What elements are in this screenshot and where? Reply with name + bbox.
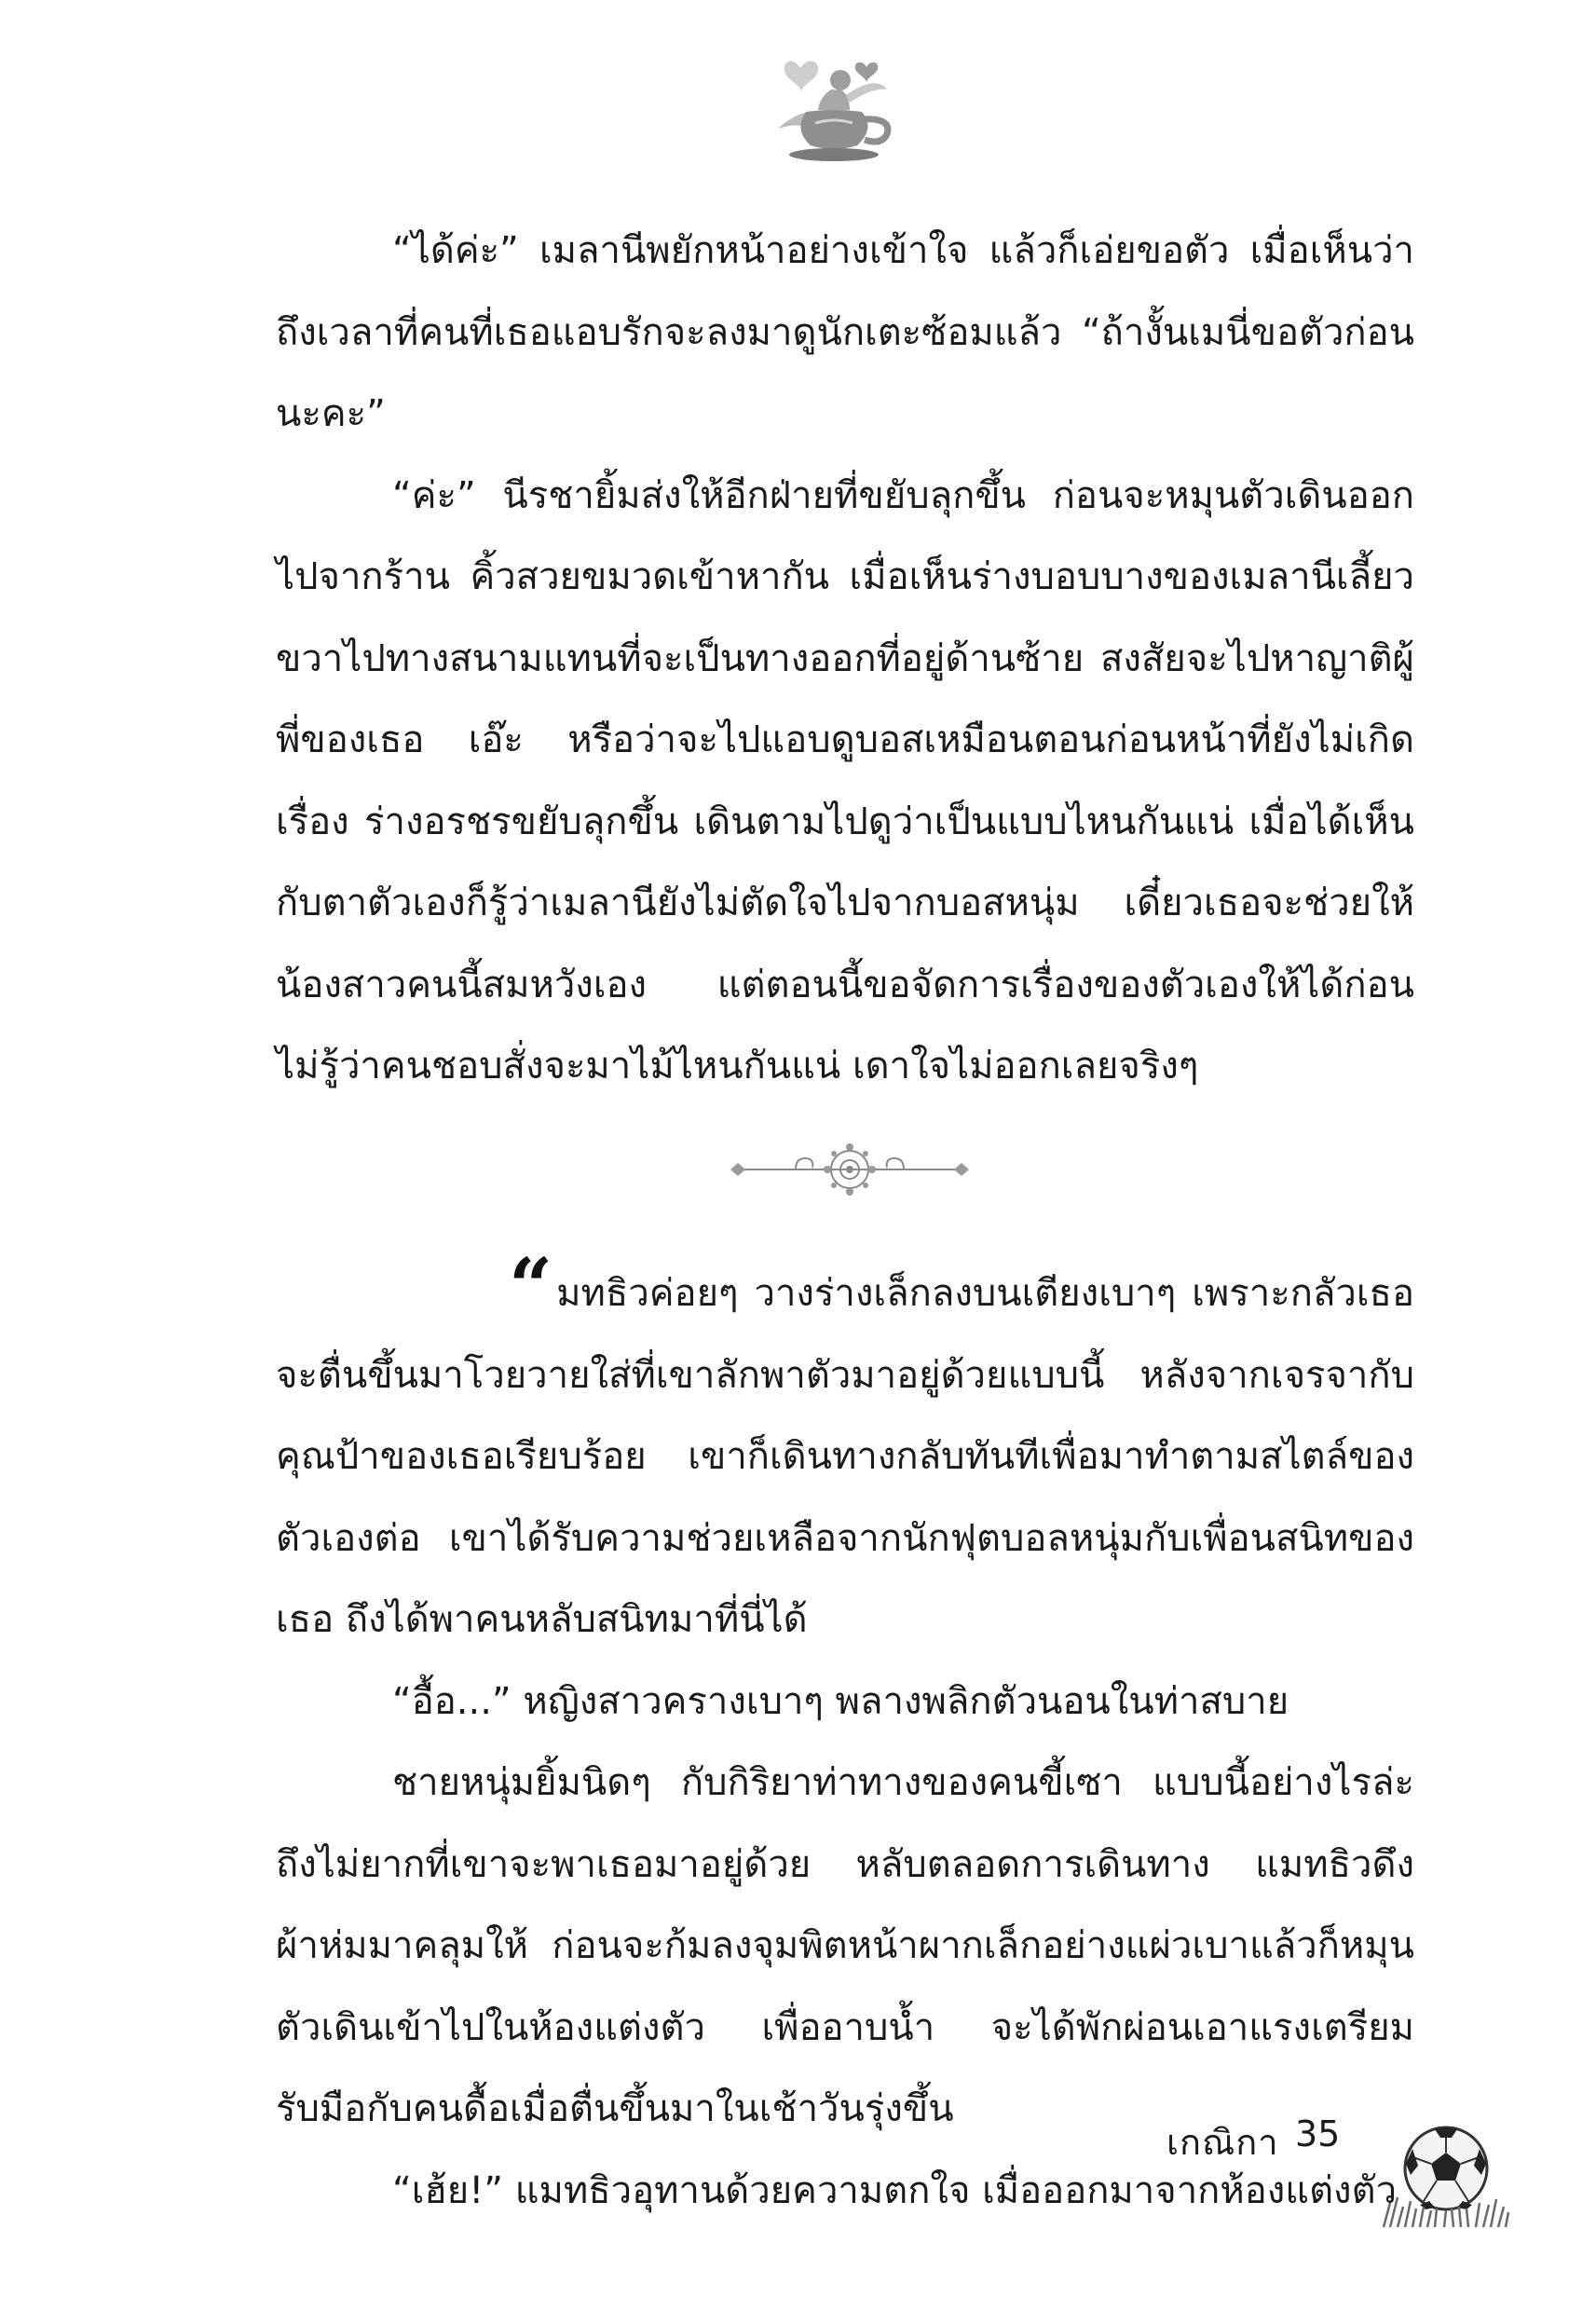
- running-footer-title: เกณิกา: [1166, 2122, 1279, 2163]
- paragraph: “ค่ะ” นีรชายิ้มส่งให้อีกฝ่ายที่ขยับลุกขึ้น ก่อนจะหมุนตัวเดินออกไปจากร้าน คิ้วสวยขมวดเข้าหากัน เมื่อเห็นร่างบอบบางของเมลานีเลี้ยวขวาไปทางสนามแทนที่จะเป็นทางออกที่อยู่ด้านซ้าย สงสัยจะไปหาญาติผู้พี่ของเธอ เอ๊ะ หรือว่าจะไปแอบดูบอสเหมือนตอนก่อนหน้าที่ยังไม่เกิดเรื่อง ร่างอรชรขยับลุกขึ้น เดินตามไปดูว่าเป็นแบบไหนกันแน่ เมื่อได้เห็นกับตาตัวเองก็รู้ว่าเมลานียังไม่ตัดใจไปจากบอสหนุ่ม เดี๋ยวเธอจะช่วยให้น้องสาวคนนี้สมหวังเอง แต่ตอนนี้ขอจัดการเรื่องของตัวเองให้ได้ก่อน ไม่รู้ว่าคนชอบสั่งจะมาไม้ไหนกันแน่ เดาใจไม่ออกเลยจริงๆ: [276, 473, 1414, 1087]
- page-number: 35: [1295, 2113, 1341, 2154]
- drop-quote-mark: “: [509, 1242, 553, 1332]
- soccer-ball-on-grass-icon: [1379, 2117, 1509, 2229]
- paragraph: “เฮ้ย!” แมทธิวอุทานด้วยความตกใจ เมื่อออกมาจากห้องแต่งตัว: [392, 2168, 1398, 2212]
- cupid-teapot-ornament-icon: [764, 56, 904, 172]
- narrative-section-1: [276, 211, 1414, 1108]
- paragraph: “ได้ค่ะ” เมลานีพยักหน้าอย่างเข้าใจ แล้วก็เอ่ยขอตัว เมื่อเห็นว่าถึงเวลาที่คนที่เธอแอบรักจะลงมาดูนักเตะซ้อมแล้ว “ถ้างั้นเมนี่ขอตัวก่อนนะคะ”: [276, 229, 1414, 435]
- narrative-section-2: [276, 1242, 1414, 2232]
- paragraph-text: มทธิวค่อยๆ วางร่างเล็กลงบนเตียงเบาๆ เพราะกลัวเธอจะตื่นขึ้นมาโวยวายใส่ที่เขาลักพาตัวมาอยู่ด้วยแบบนี้ หลังจากเจรจากับคุณป้าของเธอเรียบร้อย เขาก็เดินทางกลับทันทีเพื่อมาทำตามสไตล์ของตัวเองต่อ เขาได้รับความช่วยเหลือจากนักฟุตบอลหนุ่มกับเพื่อนสนิทของเธอ ถึงได้พาคนหลับสนิทมาที่นี่ได้: [276, 1272, 1414, 1641]
- paragraph: [276, 1242, 1414, 1661]
- paragraph: “อื้อ...” หญิงสาวครางเบาๆ พลางพลิกตัวนอนในท่าสบาย: [392, 1679, 1289, 1723]
- paragraph: ชายหนุ่มยิ้มนิดๆ กับกิริยาท่าทางของคนขี้เซา แบบนี้อย่างไรล่ะถึงไม่ยากที่เขาจะพาเธอมาอยู่ด้วย หลับตลอดการเดินทาง แมทธิวดึงผ้าห่มมาคลุมให้ ก่อนจะก้มลงจุมพิตหน้าผากเล็กอย่างแผ่วเบาแล้วก็หมุนตัวเดินเข้าไปในห้องแต่งตัว เพื่ออาบน้ำ จะได้พักผ่อนเอาแรงเตรียมรับมือกับคนดื้อเมื่อตื่นขึ้นมาในเช้าวันรุ่งขึ้น: [276, 1761, 1414, 2130]
- floral-divider-icon: [710, 1137, 989, 1202]
